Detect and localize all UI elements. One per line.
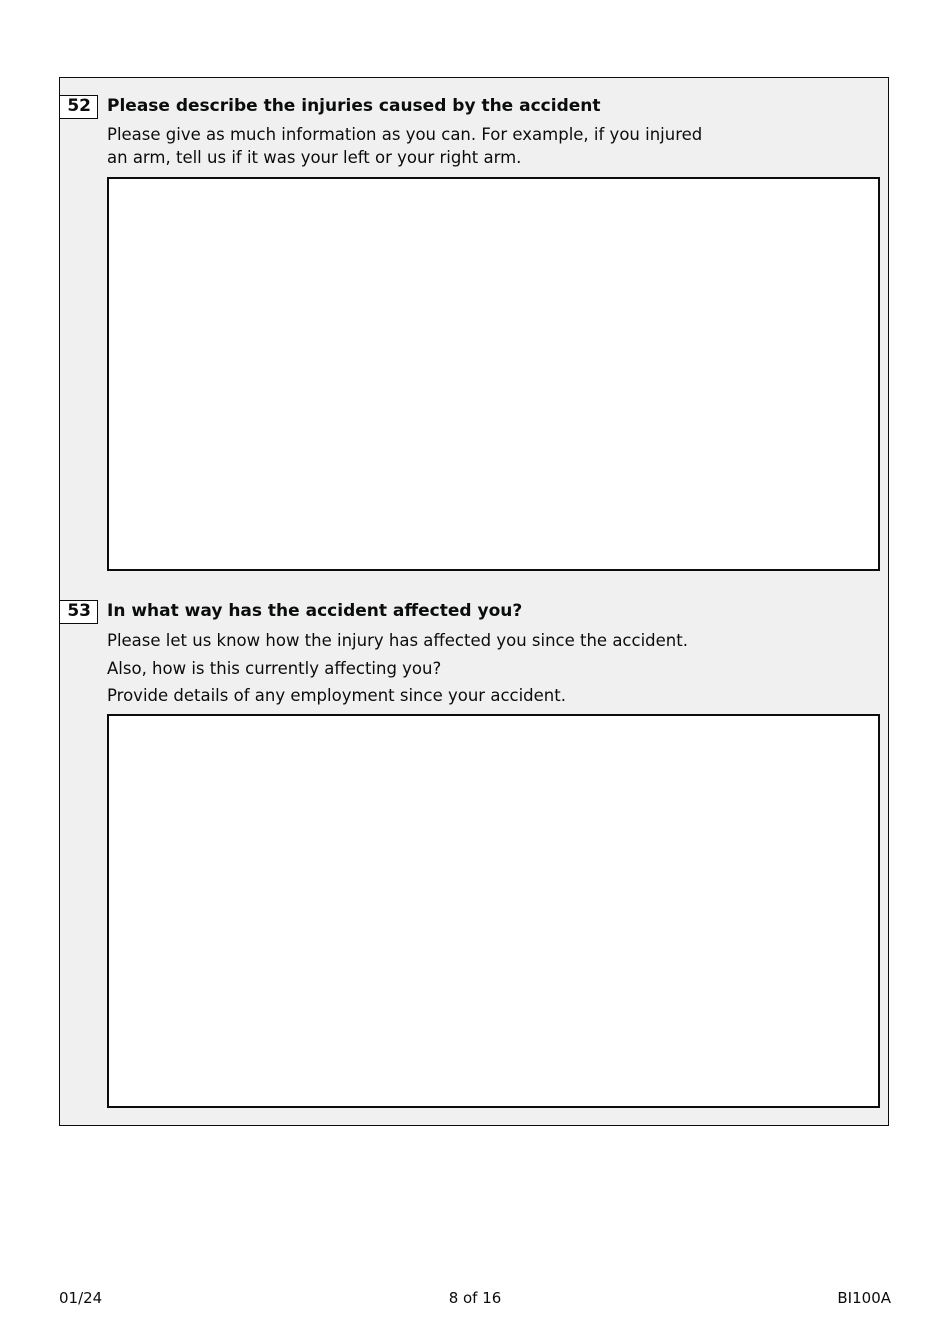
- question-number-53: 53: [59, 600, 98, 624]
- question-title-53: In what way has the accident affected you?: [107, 601, 523, 621]
- question-number-52: 52: [59, 95, 98, 119]
- footer-page-indicator: 8 of 16: [448, 1289, 502, 1307]
- question-help-52: [107, 123, 702, 169]
- question-title-52: Please describe the injuries caused by the accident: [107, 96, 601, 116]
- help-line: Please let us know how the injury has affected you since the accident.: [107, 631, 688, 650]
- help-line: Provide details of any employment since your accident.: [107, 686, 566, 705]
- effects-answer-field[interactable]: [107, 714, 880, 1108]
- question-help-53: [107, 627, 688, 710]
- help-line: Also, how is this currently affecting you?: [107, 658, 442, 678]
- help-line: Please give as much information as you can. For example, if you injured: [107, 125, 703, 144]
- footer-date-code: 01/24: [59, 1289, 103, 1307]
- footer-form-code: BI100A: [837, 1289, 891, 1307]
- injuries-answer-field[interactable]: [107, 177, 880, 571]
- help-line: an arm, tell us if it was your left or your right arm.: [107, 148, 522, 167]
- form-panel: [59, 77, 889, 1126]
